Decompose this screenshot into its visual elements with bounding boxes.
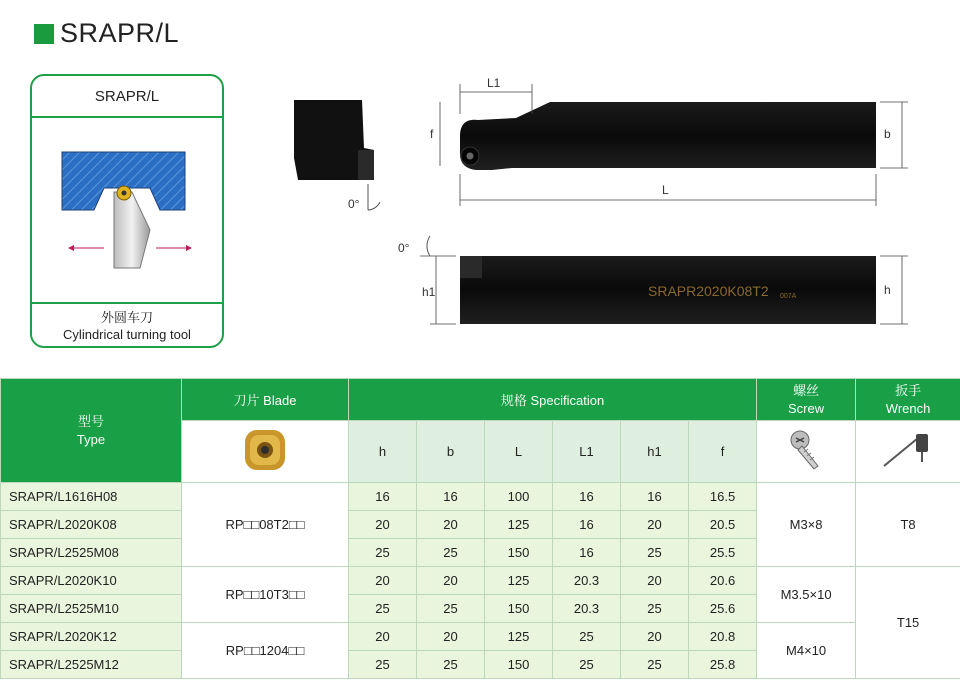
- spec-cell-b: 25: [417, 651, 485, 679]
- header-specification: 规格 Specification: [349, 379, 757, 421]
- spec-cell-h: 20: [349, 623, 417, 651]
- dim-label-h1: h1: [422, 285, 436, 299]
- dim-label-L1: L1: [487, 76, 501, 90]
- spec-cell-h1: 25: [621, 595, 689, 623]
- spec-cell-h: 25: [349, 539, 417, 567]
- screw-cell: M4×10: [757, 623, 856, 679]
- table-row: [1, 623, 960, 651]
- spec-cell-f: 20.8: [689, 623, 757, 651]
- spec-cell-L1: 25: [553, 651, 621, 679]
- spec-cell-L1: 20.3: [553, 595, 621, 623]
- wrench-cell: T15: [856, 567, 960, 679]
- spec-cell-L: 100: [485, 483, 553, 511]
- wrench-icon: [856, 421, 960, 483]
- engraving-small: 007A: [780, 293, 797, 300]
- dim-label-f: f: [430, 127, 434, 141]
- spec-cell-h1: 20: [621, 623, 689, 651]
- spec-cell-b: 25: [417, 539, 485, 567]
- technical-drawings: [280, 70, 920, 340]
- spec-cell-L1: 25: [553, 623, 621, 651]
- blade-cell: RP□□10T3□□: [182, 567, 349, 623]
- screw-cell: M3×8: [757, 483, 856, 567]
- spec-cell-f: 16.5: [689, 483, 757, 511]
- spec-cell-f: 20.6: [689, 567, 757, 595]
- header-type-en: Type: [76, 431, 106, 447]
- blade-insert-image: [182, 421, 349, 483]
- type-cell: SRAPR/L2020K10: [1, 567, 182, 595]
- header-wrench: [856, 379, 960, 421]
- header-screw-cn: 螺丝: [793, 382, 820, 398]
- spec-cell-f: 25.5: [689, 539, 757, 567]
- caption-english: Cylindrical turning tool: [63, 327, 191, 342]
- spec-cell-f: 20.5: [689, 511, 757, 539]
- type-cell: SRAPR/L2020K08: [1, 511, 182, 539]
- header-blade: 刀片 Blade: [182, 379, 349, 421]
- angle-label-side: 0°: [398, 241, 410, 255]
- type-cell: SRAPR/L2525M08: [1, 539, 182, 567]
- page-title: SRAPR/L: [60, 18, 180, 48]
- type-cell: SRAPR/L2020K12: [1, 623, 182, 651]
- spec-cell-L1: 20.3: [553, 567, 621, 595]
- spec-cell-L: 150: [485, 595, 553, 623]
- type-cell: SRAPR/L2525M12: [1, 651, 182, 679]
- col-header-h: h: [349, 421, 417, 483]
- end-view-drawing: [294, 100, 380, 211]
- header-screw: [757, 379, 856, 421]
- spec-cell-b: 20: [417, 511, 485, 539]
- spec-cell-h1: 20: [621, 511, 689, 539]
- spec-cell-f: 25.8: [689, 651, 757, 679]
- col-header-L: L: [485, 421, 553, 483]
- spec-cell-h: 16: [349, 483, 417, 511]
- table-row: [1, 483, 960, 511]
- spec-cell-h1: 20: [621, 567, 689, 595]
- screw-cell: M3.5×10: [757, 567, 856, 623]
- page-title-block: [34, 18, 179, 49]
- spec-cell-L1: 16: [553, 511, 621, 539]
- spec-cell-b: 16: [417, 483, 485, 511]
- top-view-drawing: [430, 76, 908, 206]
- specification-rows: [1, 483, 960, 679]
- title-marker: [34, 24, 54, 44]
- spec-cell-h: 20: [349, 567, 417, 595]
- dim-label-b: b: [884, 127, 891, 141]
- spec-cell-L: 125: [485, 623, 553, 651]
- spec-cell-h1: 25: [621, 539, 689, 567]
- application-card: [30, 74, 224, 348]
- spec-cell-h: 25: [349, 595, 417, 623]
- type-cell: SRAPR/L1616H08: [1, 483, 182, 511]
- col-header-b: b: [417, 421, 485, 483]
- wrench-cell: T8: [856, 483, 960, 567]
- blade-cell: RP□□1204□□: [182, 623, 349, 679]
- col-header-L1: L1: [553, 421, 621, 483]
- spec-cell-L1: 16: [553, 483, 621, 511]
- spec-cell-L1: 16: [553, 539, 621, 567]
- angle-label-top: 0°: [348, 197, 360, 211]
- card-heading: SRAPR/L: [32, 76, 222, 118]
- table-row: [1, 567, 960, 595]
- spec-cell-h: 20: [349, 511, 417, 539]
- header-type: [1, 379, 182, 483]
- spec-cell-h: 25: [349, 651, 417, 679]
- side-view-drawing: [398, 236, 908, 324]
- caption-chinese: 外圆车刀: [100, 310, 153, 325]
- screw-icon: [757, 421, 856, 483]
- spec-cell-f: 25.6: [689, 595, 757, 623]
- specification-table: [0, 378, 960, 679]
- spec-cell-L: 125: [485, 567, 553, 595]
- type-cell: SRAPR/L2525M10: [1, 595, 182, 623]
- header-wrench-cn: 扳手: [895, 382, 922, 398]
- engraving-main: SRAPR2020K08T2: [648, 283, 769, 299]
- dim-label-h: h: [884, 283, 891, 297]
- card-caption: [32, 302, 222, 346]
- spec-cell-b: 25: [417, 595, 485, 623]
- spec-cell-b: 20: [417, 567, 485, 595]
- application-illustration: [32, 120, 222, 310]
- spec-cell-b: 20: [417, 623, 485, 651]
- blade-cell: RP□□08T2□□: [182, 483, 349, 567]
- header-wrench-en: Wrench: [885, 400, 931, 416]
- col-header-f: f: [689, 421, 757, 483]
- header-type-cn: 型号: [77, 413, 104, 429]
- spec-cell-L: 150: [485, 651, 553, 679]
- spec-cell-h1: 16: [621, 483, 689, 511]
- col-header-h1: h1: [621, 421, 689, 483]
- dim-label-L: L: [662, 183, 669, 197]
- spec-cell-L: 125: [485, 511, 553, 539]
- header-screw-en: Screw: [788, 400, 825, 416]
- spec-cell-L: 150: [485, 539, 553, 567]
- spec-cell-h1: 25: [621, 651, 689, 679]
